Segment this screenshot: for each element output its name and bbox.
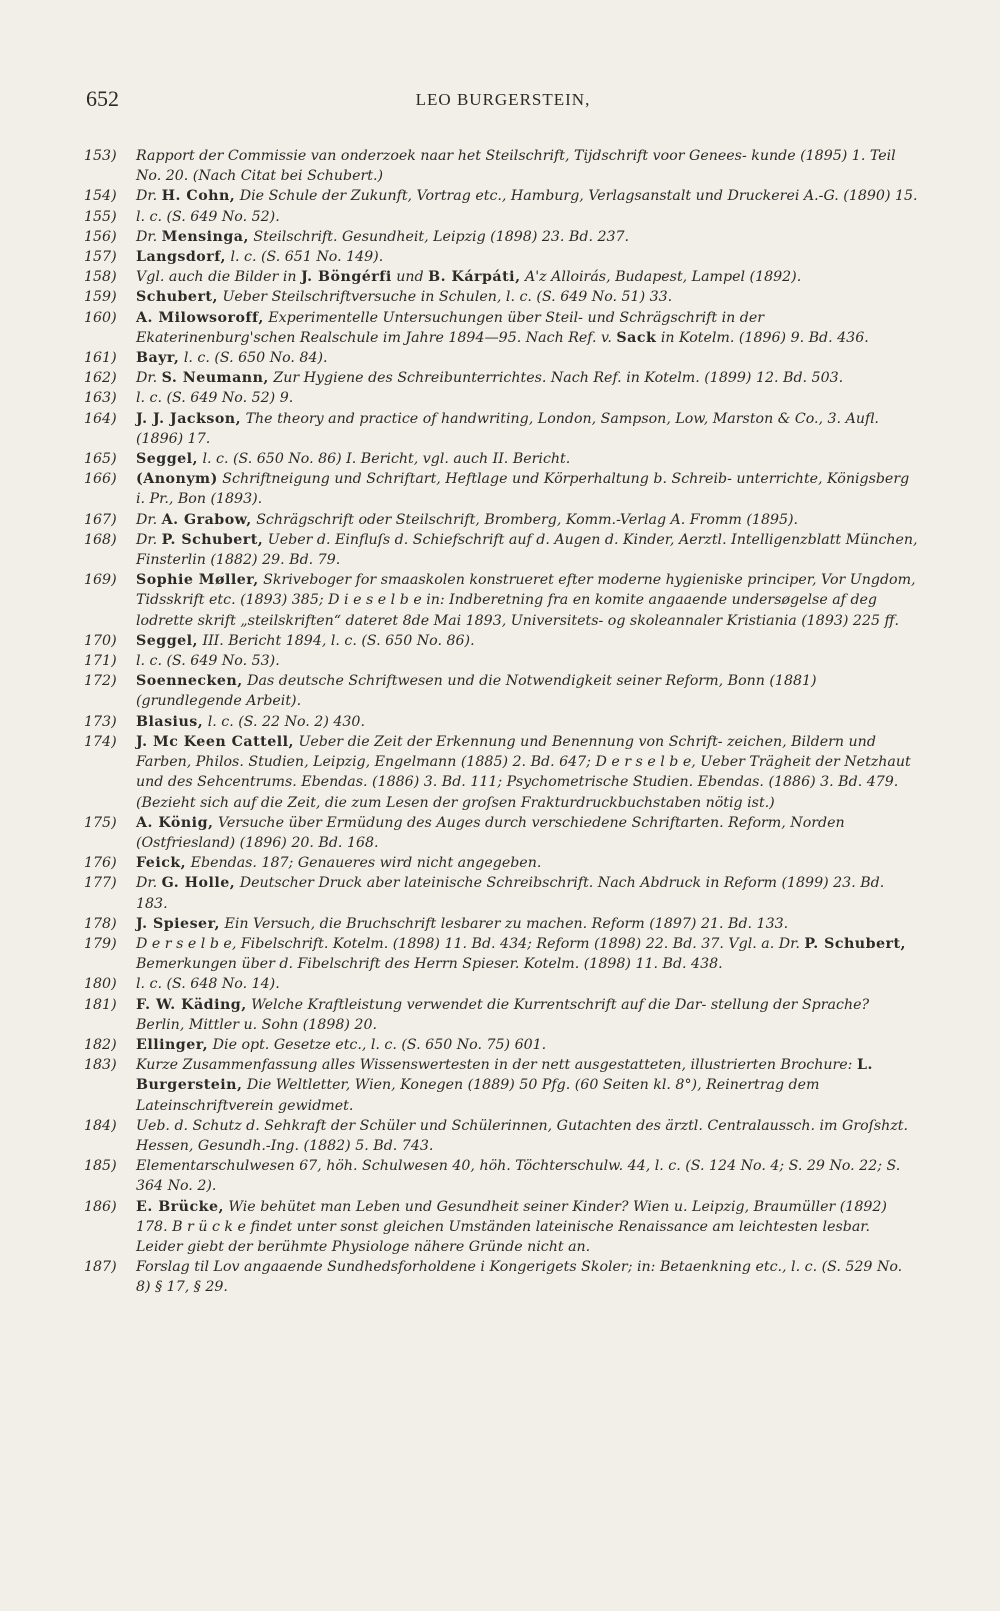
footnote-number: 154): [84, 188, 117, 205]
footnote: [84, 308, 920, 348]
footnote-text: [136, 188, 918, 204]
footnote-text: [136, 855, 541, 871]
citation-text: Vgl. auch die Bilder in: [136, 269, 302, 286]
footnote: [84, 186, 920, 206]
citation-text: The theory and practice of handwriting, London, Sampson, Low, Marston & Co., 3. Aufl. (1896) 17.: [136, 410, 879, 447]
footnote-number: 177): [84, 875, 117, 892]
citation-text: l. c. (S. 649 No. 52).: [136, 208, 280, 225]
footnote-text: [136, 714, 365, 730]
footnote: [84, 530, 920, 570]
footnote: [84, 1116, 920, 1156]
footnote-text: [136, 310, 869, 346]
footnote-text: [136, 997, 869, 1033]
citation-text: Ueb. d. Schutz d. Sehkraft der Schüler und Schülerinnen, Gutachten des ärztl. Centralaussch. im Groſshzt. Hessen, Gesundh.-Ing. (1882) 5. Bd. 743.: [136, 1117, 908, 1154]
footnote-number: 158): [84, 269, 117, 286]
footnote-text: [136, 1259, 902, 1295]
footnote-number: 156): [84, 228, 117, 245]
footnote: [84, 934, 920, 974]
author-name: J. Böngérfi: [301, 269, 392, 286]
footnote: [84, 732, 920, 813]
footnote: [84, 388, 920, 408]
citation-text: Dr.: [136, 511, 162, 528]
footnote-text: [136, 976, 280, 992]
author-name: Bayr,: [136, 350, 180, 367]
footnote: [84, 449, 920, 469]
footnote-number: 175): [84, 814, 117, 831]
footnote-text: [136, 390, 293, 406]
footnote-number: 161): [84, 350, 117, 367]
citation-text: Zur Hygiene des Schreibunterrichtes. Nach Ref. in Kotelm. (1899) 12. Bd. 503.: [268, 370, 844, 387]
footnote: [84, 631, 920, 651]
footnote: [84, 227, 920, 247]
footnote-number: 186): [84, 1198, 117, 1215]
footnote: [84, 671, 920, 711]
footnote-text: [136, 209, 280, 225]
footnote-number: 153): [84, 148, 117, 164]
footnote-text: [136, 269, 801, 285]
footnote: [84, 469, 920, 509]
citation-text: Dr.: [136, 875, 162, 892]
footnote-text: [136, 512, 798, 528]
author-name: P. Schubert,: [804, 935, 906, 952]
footnote-text: [136, 471, 909, 507]
author-name: P. Schubert,: [161, 531, 264, 548]
author-name: H. Cohn,: [161, 188, 236, 205]
footnote-number: 163): [84, 390, 117, 407]
footnote-text: [136, 653, 280, 669]
footnote: [84, 974, 920, 994]
footnote-number: 167): [84, 511, 117, 528]
author-name: Mensinga,: [161, 228, 249, 245]
author-name: F. W. Käding,: [136, 996, 247, 1013]
footnote: [84, 287, 920, 307]
footnote-text: [136, 673, 817, 709]
author-name: (Anonym): [136, 471, 218, 488]
footnote-text: [136, 572, 916, 628]
footnote-text: [136, 451, 570, 467]
footnote: [84, 712, 920, 732]
citation-text: Die opt. Gesetze etc., l. c. (S. 650 No. 75) 601.: [208, 1036, 547, 1053]
author-name: A. König,: [136, 814, 214, 831]
author-name: J. Spieser,: [136, 915, 220, 932]
author-name: A. Grabow,: [161, 511, 252, 528]
citation-text: l. c. (S. 651 No. 149).: [225, 249, 384, 266]
footnote-number: 174): [84, 733, 117, 750]
footnote-text: [136, 734, 911, 811]
footnote: [84, 207, 920, 227]
author-name: Feick,: [136, 855, 187, 872]
citation-text: Das deutsche Schriftwesen und die Notwendigkeit seiner Reform, Bonn (1881) (grundlegende Arbeit).: [136, 673, 817, 710]
footnote: [84, 873, 920, 913]
footnote-number: 159): [84, 289, 117, 306]
citation-text: in Kotelm. (1896) 9. Bd. 436.: [656, 329, 869, 346]
citation-text: Deutscher Druck aber lateinische Schreibschrift. Nach Abdruck in Reform (1899) 23. Bd. 183.: [136, 875, 885, 912]
citation-text: Dr.: [136, 228, 162, 245]
footnote-number: 184): [84, 1117, 117, 1134]
citation-text: Elementarschulwesen 67, höh. Schulwesen 40, höh. Töchterschulw. 44, l. c. (S. 124 No. 4; S. 29 No. 22; S. 364 No. 2).: [136, 1158, 901, 1195]
footnote-text: [136, 1057, 873, 1113]
footnote-text: [136, 229, 629, 245]
footnote-text: [136, 916, 788, 932]
footnote-number: 187): [84, 1259, 117, 1276]
footnote: [84, 1257, 920, 1297]
citation-text: l. c. (S. 649 No. 53).: [136, 653, 280, 670]
footnote-text: [136, 815, 845, 851]
citation-text: Rapport der Commissie van onderzoek naar het Steilschrift, Tijdschrift voor Genees- kunde (1895) 1. Teil No. 20. (Nach Citat bei Schubert.): [136, 148, 896, 185]
citation-text: III. Bericht 1894, l. c. (S. 650 No. 86).: [197, 632, 475, 649]
footnote-number: 166): [84, 471, 117, 488]
footnote: [84, 995, 920, 1035]
author-name: Sophie Møller,: [136, 572, 259, 589]
footnote-text: [136, 633, 475, 649]
author-name: J. J. Jackson,: [136, 410, 242, 427]
footnote: [84, 853, 920, 873]
footnote-number: 172): [84, 673, 117, 690]
footnote: [84, 146, 920, 186]
footnote-number: 179): [84, 935, 117, 952]
footnote-text: [136, 148, 896, 184]
footnote-number: 162): [84, 370, 117, 387]
citation-text: Die Weltletter, Wien, Konegen (1889) 50 Pfg. (60 Seiten kl. 8°), Reinertrag dem Lateinschriftverein gewidmet.: [136, 1077, 820, 1114]
footnote: [84, 570, 920, 631]
citation-text: l. c. (S. 22 No. 2) 430.: [203, 713, 365, 730]
citation-text: Forslag til Lov angaaende Sundhedsforholdene i Kongerigets Skoler; in: Betaenkning etc., l. c. (S. 529 No. 8) § 17, § 29.: [136, 1259, 903, 1296]
footnote-number: 157): [84, 249, 117, 266]
author-name: Blasius,: [136, 713, 204, 730]
footnote-number: 169): [84, 572, 117, 589]
footnote-number: 168): [84, 531, 117, 548]
citation-text: Ein Versuch, die Bruchschrift lesbarer zu machen. Reform (1897) 21. Bd. 133.: [219, 915, 789, 932]
footnote-text: [136, 249, 383, 265]
footnote: [84, 267, 920, 287]
footnote: [84, 409, 920, 449]
footnote: [84, 1055, 920, 1116]
citation-text: Wie behütet man Leben und Gesundheit seiner Kinder? Wien u. Leipzig, Braumüller (1892) 178. B r ü c k e findet unter sonst gleichen Umständen lateinische Renaissance am leichtesten lesbar. Leider giebt der berühmte Physiologe nähere Gründe nicht an.: [136, 1198, 887, 1255]
citation-text: Experimentelle Untersuchungen über Steil- und Schrägschrift in der Ekaterinenburg'schen Realschule im Jahre 1894—95. Nach Ref. v.: [136, 309, 765, 346]
footnote-number: 155): [84, 208, 117, 225]
citation-text: A'z Alloirás, Budapest, Lampel (1892).: [520, 269, 802, 286]
footnote-number: 165): [84, 451, 117, 468]
footnote-number: 178): [84, 915, 117, 932]
footnote: [84, 247, 920, 267]
citation-text: Ebendas. 187; Genaueres wird nicht angegeben.: [186, 855, 542, 872]
footnote-number: 160): [84, 309, 117, 326]
footnote-number: 176): [84, 855, 117, 872]
citation-text: l. c. (S. 650 No. 86) I. Bericht, vgl. auch II. Bericht.: [197, 451, 571, 468]
citation-text: Bemerkungen über d. Fibelschrift des Herrn Spieser. Kotelm. (1898) 11. Bd. 438.: [136, 956, 723, 973]
citation-text: Versuche über Ermüdung des Auges durch verschiedene Schriftarten. Reform, Norden (Ostfriesland) (1896) 20. Bd. 168.: [136, 814, 845, 851]
author-name: G. Holle,: [161, 875, 236, 892]
citation-text: Schriftneigung und Schriftart, Heftlage und Körperhaltung b. Schreib- unterrichte, Königsberg i. Pr., Bon (1893).: [136, 471, 910, 508]
footnote-text: [136, 350, 328, 366]
author-name: Schubert,: [136, 289, 218, 306]
footnote-number: 171): [84, 653, 117, 670]
footnote: [84, 510, 920, 530]
citation-text: Dr.: [136, 370, 162, 387]
citation-text: l. c. (S. 650 No. 84).: [179, 350, 328, 367]
citation-text: Schrägschrift oder Steilschrift, Bromberg, Komm.-Verlag A. Fromm (1895).: [251, 511, 799, 528]
footnote-number: 170): [84, 632, 117, 649]
author-name: Soennecken,: [136, 673, 243, 690]
author-name: Sack: [616, 329, 657, 346]
footnote-number: 164): [84, 410, 117, 427]
footnote-text: [136, 1199, 887, 1255]
footnote-number: 173): [84, 713, 117, 730]
footnote-text: [136, 1118, 908, 1154]
author-name: Ellinger,: [136, 1036, 209, 1053]
footnote: [84, 651, 920, 671]
citation-text: Dr.: [136, 188, 162, 205]
footnote-text: [136, 411, 879, 447]
citation-text: Ueber die Zeit der Erkennung und Benennung von Schrift- zeichen, Bildern und Farben, Philos. Studien, Leipzig, Engelmann (1885) 2. Bd. 647; D e r s e l b e, Ueber Trägheit der Netzhaut und des Sehcentrums. Ebendas. (1886) 3. Bd. 111; Psychometrische Studien. Ebendas. (1886) 3. Bd. 479. (Bezieht sich auf die Zeit, die zum Lesen der groſsen Frakturdruckbuchstaben nötig ist.): [136, 733, 911, 811]
footnote-number: 181): [84, 996, 117, 1013]
citation-text: Die Schule der Zukunft, Vortrag etc., Hamburg, Verlagsanstalt und Druckerei A.-G. (1890) 15.: [235, 188, 918, 205]
citation-text: Ueber Steilschriftversuche in Schulen, l. c. (S. 649 No. 51) 33.: [217, 289, 673, 306]
footnote: [84, 348, 920, 368]
footnote-text: [136, 532, 918, 568]
citation-text: Skriveboger for smaaskolen konstrueret efter moderne hygieniske principer, Vor Ungdom, Tidsskrift etc. (1893) 385; D i e s e l b e in: Indberetning fra en komite angaaende undersøgelse af deg lodrette skrift „steilskriften“ dateret 8de Mai 1893, Universitets- og skoleannaler Kristiania (1893) 225 ff.: [136, 572, 916, 629]
footnote-text: [136, 289, 672, 305]
author-name: E. Brücke,: [136, 1198, 224, 1215]
author-name: Langsdorf,: [136, 249, 226, 266]
author-name: L. Burgerstein,: [136, 1057, 873, 1094]
footnote: [84, 1156, 920, 1196]
citation-text: l. c. (S. 648 No. 14).: [136, 976, 280, 993]
author-name: J. Mc Keen Cattell,: [136, 733, 294, 750]
author-name: B. Kárpáti,: [428, 269, 521, 286]
footnote-text: [136, 370, 843, 386]
footnote-number: 180): [84, 976, 117, 993]
citation-text: Steilschrift. Gesundheit, Leipzig (1898) 23. Bd. 237.: [248, 228, 630, 245]
author-name: A. Milowsoroff,: [136, 309, 264, 326]
author-name: Seggel,: [136, 632, 198, 649]
author-name: S. Neumann,: [161, 370, 269, 387]
footnote-text: [136, 1158, 900, 1194]
citation-text: D e r s e l b e, Fibelschrift. Kotelm. (1898) 11. Bd. 434; Reform (1898) 22. Bd. 37. Vgl. a. Dr.: [136, 935, 805, 952]
citation-text: Dr.: [136, 531, 162, 548]
footnote: [84, 914, 920, 934]
citation-text: Kurze Zusammenfassung alles Wissenswertesten in der nett ausgestatteten, illustrierten Brochure:: [136, 1057, 857, 1074]
footnote-text: [136, 875, 884, 911]
footnote-number: 182): [84, 1036, 117, 1053]
citation-text: Welche Kraftleistung verwendet die Kurrentschrift auf die Dar- stellung der Sprache? Berlin, Mittler u. Sohn (1898) 20.: [136, 996, 870, 1033]
footnote: [84, 1035, 920, 1055]
page-header: [86, 86, 920, 120]
footnote: [84, 813, 920, 853]
author-name: Seggel,: [136, 451, 198, 468]
footnote: [84, 1197, 920, 1258]
footnote-number: 185): [84, 1158, 117, 1175]
running-title: LEO BURGERSTEIN,: [415, 90, 591, 109]
citation-text: l. c. (S. 649 No. 52) 9.: [136, 390, 294, 407]
footnote-text: [136, 1037, 546, 1053]
citation-text: und: [391, 269, 429, 286]
page-number: 652: [86, 86, 119, 111]
citation-text: Ueber d. Einfluſs d. Schiefschrift auf d. Augen d. Kinder, Aerztl. Intelligenzblatt München, Finsterlin (1882) 29. Bd. 79.: [136, 531, 918, 569]
footnote-text: [136, 936, 906, 972]
footnote-list: [84, 146, 920, 1298]
footnote-number: 183): [84, 1057, 117, 1074]
footnote: [84, 368, 920, 388]
